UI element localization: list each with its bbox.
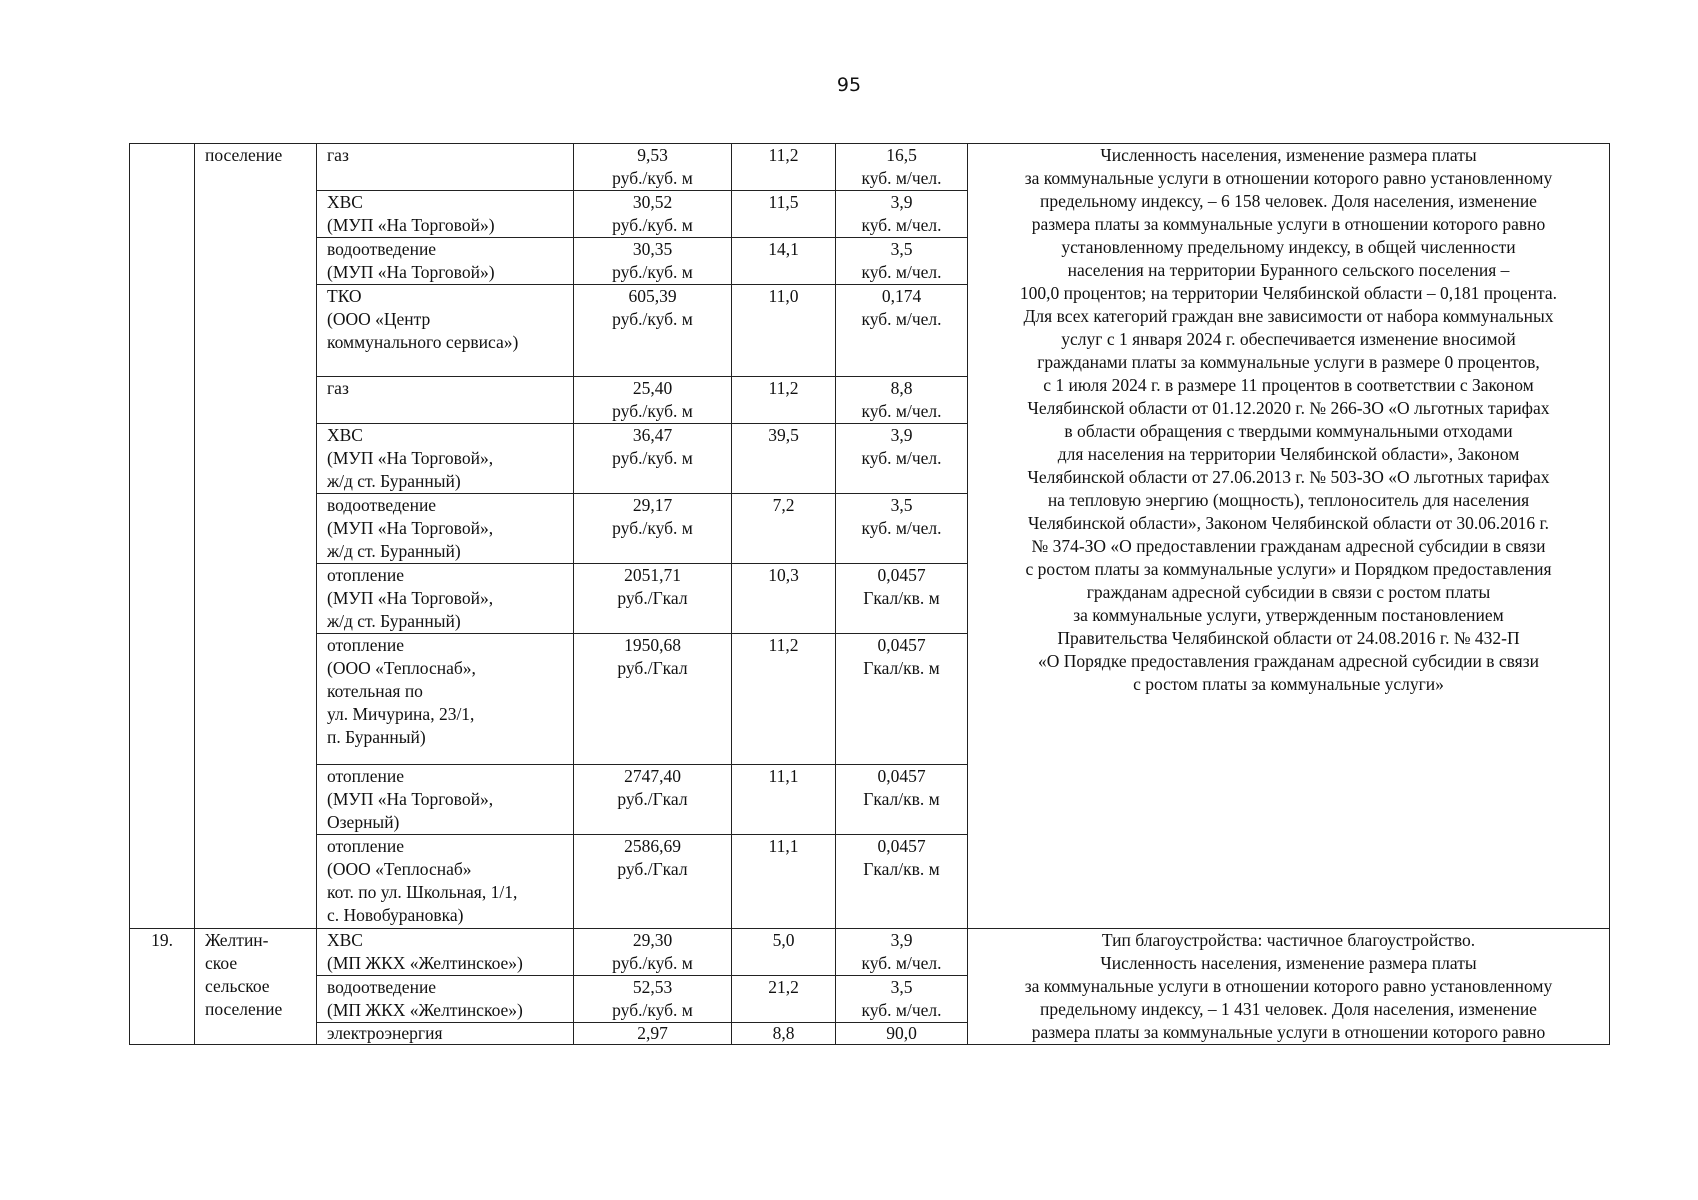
service-cell: [317, 976, 574, 1023]
cell-line: установленному предельному индексу, в общей численности: [1061, 237, 1516, 257]
growth-index-cell: 14,1: [732, 238, 836, 285]
cell-line: куб. м/чел.: [861, 953, 942, 973]
tariff-cell: [574, 144, 732, 191]
growth-index-cell: 8,8: [732, 1023, 836, 1045]
cell-line: руб./куб. м: [612, 309, 693, 329]
cell-line: за коммунальные услуги в отношении которого равно установленному: [1024, 976, 1553, 996]
cell-line: ХВС: [327, 192, 363, 212]
cell-line: с 1 июля 2024 г. в размере 11 процентов в соответствии с Законом: [1043, 375, 1534, 395]
cell-line: 2747,40: [624, 766, 681, 786]
cell-line: ское: [205, 953, 238, 973]
cell-line: (МП ЖКХ «Желтинское»): [327, 1000, 523, 1020]
cell-line: руб./куб. м: [612, 448, 693, 468]
consumption-norm-cell: [836, 424, 968, 494]
cell-line: (МУП «На Торговой»): [327, 262, 495, 282]
settlement-cell: [195, 144, 317, 929]
tariff-cell: [574, 285, 732, 377]
cell-line: Гкал/кв. м: [863, 588, 940, 608]
cell-line: отопление: [327, 565, 405, 585]
cell-line: ХВС: [327, 930, 363, 950]
cell-line: куб. м/чел.: [861, 168, 942, 188]
cell-line: куб. м/чел.: [861, 262, 942, 282]
tariff-table: [129, 143, 1610, 1045]
growth-index-cell: 11,1: [732, 835, 836, 929]
cell-line: 2586,69: [624, 836, 681, 856]
growth-index-cell: 7,2: [732, 494, 836, 564]
cell-line: ж/д ст. Буранный): [327, 471, 461, 491]
growth-index-cell: 11,2: [732, 377, 836, 424]
cell-line: (МУП «На Торговой»,: [327, 588, 494, 608]
cell-line: № 374-ЗО «О предоставлении гражданам адресной субсидии в связи: [1031, 536, 1546, 556]
cell-line: гражданам адресной субсидии в связи с ростом платы: [1086, 582, 1491, 602]
cell-line: 16,5: [886, 145, 917, 165]
service-cell: [317, 564, 574, 634]
cell-line: 29,30: [632, 930, 673, 950]
cell-line: ХВС: [327, 425, 363, 445]
cell-line: Гкал/кв. м: [863, 859, 940, 879]
table-row: [130, 144, 1610, 191]
cell-line: 2,97: [637, 1023, 668, 1043]
growth-index-cell: 11,1: [732, 765, 836, 835]
consumption-norm-cell: [836, 1023, 968, 1045]
cell-line: отопление: [327, 766, 405, 786]
cell-line: Желтин-: [205, 930, 269, 950]
cell-line: (МУП «На Торговой»,: [327, 518, 494, 538]
cell-line: руб./куб. м: [612, 518, 693, 538]
consumption-norm-cell: [836, 564, 968, 634]
cell-line: 3,9: [890, 930, 913, 950]
cell-line: 3,9: [890, 425, 913, 445]
cell-line: размера платы за коммунальные услуги в отношении которого равно: [1031, 214, 1546, 234]
cell-line: 605,39: [628, 286, 677, 306]
table-body: [130, 144, 1610, 1045]
cell-line: руб./куб. м: [612, 168, 693, 188]
cell-line: 100,0 процентов; на территории Челябинской области – 0,181 процента.: [1019, 283, 1558, 303]
cell-line: руб./Гкал: [617, 588, 688, 608]
consumption-norm-cell: [836, 976, 968, 1023]
service-cell: [317, 191, 574, 238]
cell-line: руб./куб. м: [612, 953, 693, 973]
cell-line: (МУП «На Торговой»,: [327, 448, 494, 468]
cell-line: 36,47: [632, 425, 673, 445]
service-cell: [317, 929, 574, 976]
service-cell: [317, 377, 574, 424]
cell-line: 8,8: [890, 378, 913, 398]
consumption-norm-cell: [836, 929, 968, 976]
growth-index-cell: 21,2: [732, 976, 836, 1023]
cell-line: водоотведение: [327, 495, 437, 515]
cell-line: отопление: [327, 635, 405, 655]
cell-line: 3,9: [890, 192, 913, 212]
cell-line: 29,17: [632, 495, 673, 515]
cell-line: Гкал/кв. м: [863, 658, 940, 678]
cell-line: 0,0457: [877, 565, 926, 585]
cell-line: (МУП «На Торговой»): [327, 215, 495, 235]
service-cell: [317, 494, 574, 564]
growth-index-cell: 11,2: [732, 144, 836, 191]
consumption-norm-cell: [836, 835, 968, 929]
service-cell: [317, 238, 574, 285]
cell-line: 0,174: [881, 286, 922, 306]
cell-line: Правительства Челябинской области от 24.08.2016 г. № 432-П: [1057, 628, 1520, 648]
cell-line: на тепловую энергию (мощность), теплоноситель для населения: [1047, 490, 1530, 510]
cell-line: 3,5: [890, 977, 913, 997]
consumption-norm-cell: [836, 765, 968, 835]
cell-line: куб. м/чел.: [861, 448, 942, 468]
cell-line: водоотведение: [327, 239, 437, 259]
cell-line: ж/д ст. Буранный): [327, 611, 461, 631]
cell-line: 0,0457: [877, 766, 926, 786]
cell-line: «О Порядке предоставления гражданам адресной субсидии в связи: [1037, 651, 1540, 671]
cell-line: за коммунальные услуги в отношении которого равно установленному: [1024, 168, 1553, 188]
cell-line: руб./куб. м: [612, 1000, 693, 1020]
cell-line: газ: [327, 378, 349, 398]
tariff-cell: [574, 765, 732, 835]
tariff-cell: [574, 1023, 732, 1045]
cell-line: 0,0457: [877, 635, 926, 655]
tariff-cell: [574, 929, 732, 976]
cell-line: 9,53: [637, 145, 668, 165]
cell-line: (ООО «Теплоснаб»: [327, 859, 472, 879]
cell-line: предельному индексу, – 1 431 человек. Доля населения, изменение: [1040, 999, 1537, 1019]
cell-line: 2051,71: [624, 565, 681, 585]
population-info-cell: [968, 929, 1610, 1045]
cell-line: размера платы за коммунальные услуги в отношении которого равно: [1031, 1022, 1546, 1042]
consumption-norm-cell: [836, 191, 968, 238]
service-cell: [317, 1023, 574, 1045]
cell-line: ж/д ст. Буранный): [327, 541, 461, 561]
cell-line: 25,40: [632, 378, 673, 398]
cell-line: (МП ЖКХ «Желтинское»): [327, 953, 523, 973]
cell-line: Для всех категорий граждан вне зависимости от набора коммунальных: [1023, 306, 1554, 326]
cell-line: с ростом платы за коммунальные услуги» и Порядком предоставления: [1025, 559, 1552, 579]
consumption-norm-cell: [836, 494, 968, 564]
service-cell: [317, 144, 574, 191]
growth-index-cell: 39,5: [732, 424, 836, 494]
cell-line: руб./куб. м: [612, 215, 693, 235]
cell-line: водоотведение: [327, 977, 437, 997]
tariff-cell: [574, 191, 732, 238]
row-number-cell: [130, 144, 195, 929]
cell-line: кот. по ул. Школьная, 1/1,: [327, 882, 518, 902]
settlement-cell: [195, 929, 317, 1045]
tariff-cell: [574, 494, 732, 564]
cell-line: руб./куб. м: [612, 262, 693, 282]
cell-line: поселение: [205, 145, 283, 165]
cell-line: ТКО: [327, 286, 362, 306]
cell-line: сельское: [205, 976, 270, 996]
consumption-norm-cell: [836, 285, 968, 377]
cell-line: для населения на территории Челябинской области», Законом: [1057, 444, 1520, 464]
table-row: [130, 929, 1610, 976]
growth-index-cell: 11,2: [732, 634, 836, 765]
cell-line: Челябинской области от 27.06.2013 г. № 503-ЗО «О льготных тарифах: [1027, 467, 1550, 487]
cell-line: 30,52: [632, 192, 673, 212]
cell-line: ул. Мичурина, 23/1,: [327, 704, 475, 724]
service-cell: [317, 424, 574, 494]
cell-line: гражданами платы за коммунальные услуги в размере 0 процентов,: [1037, 352, 1540, 372]
cell-line: газ: [327, 145, 349, 165]
cell-line: Гкал/кв. м: [863, 789, 940, 809]
cell-line: куб. м/чел.: [861, 309, 942, 329]
growth-index-cell: 5,0: [732, 929, 836, 976]
cell-line: куб. м/чел.: [861, 1000, 942, 1020]
consumption-norm-cell: [836, 634, 968, 765]
cell-line: (ООО «Центр: [327, 309, 431, 329]
cell-line: 3,5: [890, 495, 913, 515]
tariff-cell: [574, 377, 732, 424]
cell-line: Численность населения, изменение размера платы: [1100, 145, 1477, 165]
consumption-norm-cell: [836, 238, 968, 285]
cell-line: куб. м/чел.: [861, 215, 942, 235]
cell-line: поселение: [205, 999, 283, 1019]
cell-line: 90,0: [886, 1023, 917, 1043]
service-cell: [317, 765, 574, 835]
cell-line: 30,35: [632, 239, 673, 259]
cell-line: населения на территории Буранного сельского поселения –: [1067, 260, 1510, 280]
cell-line: Тип благоустройства: частичное благоустройство.: [1101, 930, 1476, 950]
cell-line: п. Буранный): [327, 727, 426, 747]
tariff-cell: [574, 634, 732, 765]
growth-index-cell: 10,3: [732, 564, 836, 634]
growth-index-cell: 11,0: [732, 285, 836, 377]
cell-line: за коммунальные услуги, утвержденным постановлением: [1073, 605, 1504, 625]
cell-line: куб. м/чел.: [861, 518, 942, 538]
cell-line: 0,0457: [877, 836, 926, 856]
growth-index-cell: 11,5: [732, 191, 836, 238]
cell-line: с ростом платы за коммунальные услуги»: [1133, 674, 1444, 694]
consumption-norm-cell: [836, 144, 968, 191]
population-info-cell: [968, 144, 1610, 929]
cell-line: в области обращения с твердыми коммунальными отходами: [1064, 421, 1513, 441]
cell-line: куб. м/чел.: [861, 401, 942, 421]
cell-line: Челябинской области», Законом Челябинской области от 30.06.2016 г.: [1027, 513, 1550, 533]
cell-line: руб./куб. м: [612, 401, 693, 421]
cell-line: электроэнергия: [327, 1023, 443, 1043]
row-number-cell: 19.: [130, 929, 195, 1045]
cell-line: (МУП «На Торговой»,: [327, 789, 494, 809]
cell-line: Челябинской области от 01.12.2020 г. № 266-ЗО «О льготных тарифах: [1027, 398, 1550, 418]
service-cell: [317, 285, 574, 377]
tariff-cell: [574, 835, 732, 929]
cell-line: руб./Гкал: [617, 859, 688, 879]
tariff-cell: [574, 238, 732, 285]
cell-line: 52,53: [632, 977, 673, 997]
cell-line: с. Новобурановка): [327, 905, 464, 925]
service-cell: [317, 634, 574, 765]
cell-line: Численность населения, изменение размера платы: [1100, 953, 1477, 973]
cell-line: руб./Гкал: [617, 658, 688, 678]
cell-line: отопление: [327, 836, 405, 856]
cell-line: предельному индексу, – 6 158 человек. Доля населения, изменение: [1040, 191, 1537, 211]
cell-line: 3,5: [890, 239, 913, 259]
page-number: 95: [836, 74, 862, 96]
tariff-cell: [574, 976, 732, 1023]
cell-line: котельная по: [327, 681, 423, 701]
tariff-cell: [574, 564, 732, 634]
cell-line: Озерный): [327, 812, 400, 832]
cell-line: 1950,68: [624, 635, 681, 655]
cell-line: руб./Гкал: [617, 789, 688, 809]
cell-line: услуг с 1 января 2024 г. обеспечивается изменение вносимой: [1061, 329, 1516, 349]
cell-line: (ООО «Теплоснаб»,: [327, 658, 476, 678]
consumption-norm-cell: [836, 377, 968, 424]
tariff-cell: [574, 424, 732, 494]
cell-line: коммунального сервиса»): [327, 332, 519, 352]
service-cell: [317, 835, 574, 929]
